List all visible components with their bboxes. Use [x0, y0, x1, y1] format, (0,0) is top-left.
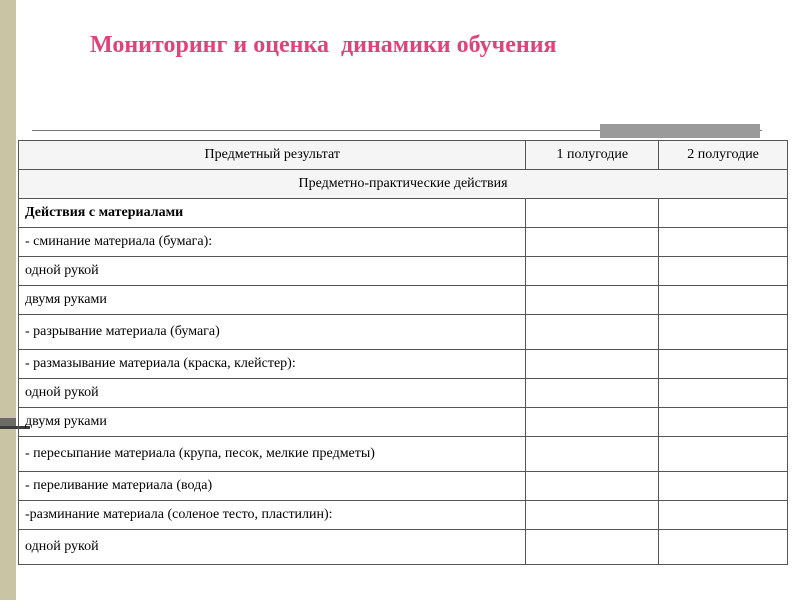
page-title: Мониторинг и оценка динамики обучения: [90, 32, 557, 58]
cell-half-2[interactable]: [659, 379, 788, 408]
row-label: одной рукой: [19, 257, 526, 286]
row-label: -разминание материала (соленое тесто, пластилин):: [19, 501, 526, 530]
row-label: Действия с материалами: [19, 199, 526, 228]
table-row: [19, 437, 788, 472]
cell-half-2[interactable]: [659, 437, 788, 472]
cell-half-1[interactable]: [526, 286, 659, 315]
section-row: [19, 170, 788, 199]
table-row: [19, 228, 788, 257]
table-row: [19, 408, 788, 437]
cell-half-2[interactable]: [659, 501, 788, 530]
table-row: [19, 530, 788, 565]
row-label: одной рукой: [19, 379, 526, 408]
cell-half-1[interactable]: [526, 257, 659, 286]
row-label: - сминание материала (бумага):: [19, 228, 526, 257]
cell-half-1[interactable]: [526, 437, 659, 472]
cell-half-1[interactable]: [526, 350, 659, 379]
row-label: двумя руками: [19, 408, 526, 437]
cell-half-1[interactable]: [526, 228, 659, 257]
table-row: [19, 501, 788, 530]
cell-half-2[interactable]: [659, 472, 788, 501]
cell-half-1[interactable]: [526, 315, 659, 350]
section-title: Предметно-практические действия: [19, 170, 788, 199]
table-row: [19, 315, 788, 350]
table-row: [19, 286, 788, 315]
row-label: - пересыпание материала (крупа, песок, мелкие предметы): [19, 437, 526, 472]
cell-half-1[interactable]: [526, 472, 659, 501]
cell-half-2[interactable]: [659, 199, 788, 228]
cell-half-2[interactable]: [659, 257, 788, 286]
header-half-1: 1 полугодие: [526, 141, 659, 170]
cell-half-1[interactable]: [526, 199, 659, 228]
cell-half-2[interactable]: [659, 228, 788, 257]
monitoring-table: [18, 140, 788, 565]
table-row: [19, 257, 788, 286]
table-row: [19, 350, 788, 379]
cell-half-2[interactable]: [659, 408, 788, 437]
cell-half-2[interactable]: [659, 530, 788, 565]
header-half-2: 2 полугодие: [659, 141, 788, 170]
left-strip-dark-band: [0, 418, 16, 426]
left-decorative-strip: [0, 0, 16, 600]
row-label: - переливание материала (вода): [19, 472, 526, 501]
cell-half-2[interactable]: [659, 315, 788, 350]
table-row: [19, 199, 788, 228]
header-result: Предметный результат: [19, 141, 526, 170]
row-label: - размазывание материала (краска, клейстер):: [19, 350, 526, 379]
table-row: [19, 379, 788, 408]
row-label: - разрывание материала (бумага): [19, 315, 526, 350]
table-row: [19, 472, 788, 501]
cell-half-2[interactable]: [659, 286, 788, 315]
cell-half-2[interactable]: [659, 350, 788, 379]
decorative-gray-block: [600, 124, 760, 138]
cell-half-1[interactable]: [526, 501, 659, 530]
row-label: двумя руками: [19, 286, 526, 315]
cell-half-1[interactable]: [526, 530, 659, 565]
cell-half-1[interactable]: [526, 408, 659, 437]
table-header-row: [19, 141, 788, 170]
row-label: одной рукой: [19, 530, 526, 565]
cell-half-1[interactable]: [526, 379, 659, 408]
